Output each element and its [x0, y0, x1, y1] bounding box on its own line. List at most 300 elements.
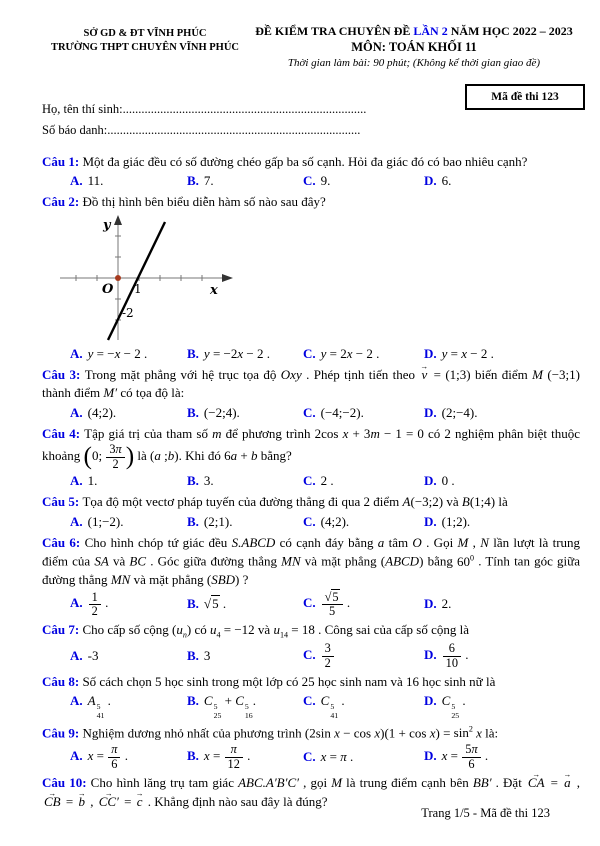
span-fragment: . [252, 693, 256, 709]
span-fragment [225, 757, 243, 771]
span-fragment: Oxy [280, 366, 302, 382]
y-intercept-label: -2 [122, 305, 134, 320]
option-value [88, 648, 99, 663]
option-letter: A. [70, 595, 83, 611]
exam-title [248, 24, 580, 39]
option-value [321, 749, 354, 764]
span-fragment: tâm [384, 534, 413, 550]
span-fragment: . [481, 748, 489, 764]
span-fragment: 41 [330, 710, 339, 720]
span-fragment [106, 443, 124, 471]
option-value [320, 693, 345, 720]
span-fragment: 7. [203, 172, 214, 188]
exam-header [42, 24, 580, 69]
option-letter: A. [70, 647, 83, 663]
span-fragment: = [62, 793, 77, 809]
span-fragment: Tọa độ một vectơ pháp tuyến của đường thẳng đi qua 2 điểm [82, 494, 403, 510]
option-value [321, 514, 350, 529]
span-fragment: -3 [87, 647, 99, 663]
function-line [108, 222, 165, 340]
span-fragment: + [221, 693, 236, 709]
question-2-option-b [187, 345, 303, 363]
span-fragment: . [243, 748, 251, 764]
option-value [88, 473, 98, 488]
option-letter: D. [424, 472, 437, 488]
span-fragment [89, 604, 101, 618]
span-fragment: 3. [203, 472, 214, 488]
option-letter: B. [187, 647, 199, 663]
span-fragment: b → [76, 793, 87, 811]
span-fragment: SBD [211, 572, 236, 588]
span-fragment [108, 757, 120, 771]
span-fragment: ) [125, 442, 135, 471]
span-fragment: ). Khi đó 6 [174, 448, 231, 464]
exam-title-prefix: ĐỀ KIỂM TRA CHUYÊN ĐỀ [255, 24, 414, 38]
question-9-option-b [187, 743, 303, 771]
span-fragment: 2 . [320, 472, 334, 488]
question-3-option-a [70, 404, 187, 422]
option-value [321, 346, 380, 361]
question-9 [42, 724, 580, 743]
span-fragment: 2 [112, 456, 119, 471]
span-fragment [84, 443, 135, 471]
span-fragment: x [371, 725, 381, 741]
question-4-option-b [187, 472, 303, 490]
question-4-number: Câu 4: [42, 425, 85, 441]
option-letter: C. [303, 513, 316, 529]
option-value [88, 346, 148, 361]
question-5 [42, 493, 580, 511]
span-fragment: x [461, 345, 468, 361]
span-fragment: . Phép tịnh tiến theo [301, 366, 420, 382]
option-value [204, 346, 270, 361]
option-letter: A. [70, 172, 83, 188]
span-fragment: 10 [445, 655, 458, 670]
span-fragment: = −2 [209, 345, 238, 361]
question-1-option-d [424, 172, 580, 190]
span-fragment: , [572, 775, 580, 791]
question-1 [42, 153, 580, 171]
span-fragment: π [230, 742, 237, 757]
option-value [87, 693, 111, 720]
option-letter: A. [70, 693, 83, 709]
y-axis-label: y [103, 217, 111, 233]
sup-fragment: 0 [470, 553, 475, 563]
span-fragment: . Gọi [421, 534, 458, 550]
school-name: TRƯỜNG THPT CHUYÊN VĨNH PHÚC [50, 42, 240, 54]
span-fragment [325, 589, 340, 604]
span-fragment: a [154, 448, 161, 464]
span-fragment: (1;4) là [469, 494, 508, 510]
student-id-dotted-line: ................................................................................. [107, 122, 361, 137]
span-fragment: 2. [441, 596, 452, 612]
option-value [321, 173, 331, 188]
span-fragment: C [235, 693, 244, 709]
exam-round-highlight: LẦN 2 [413, 24, 448, 38]
origin-label: O [102, 281, 114, 297]
option-value [321, 473, 334, 488]
span-fragment: y [441, 345, 448, 361]
span-fragment: x [203, 748, 210, 764]
span-fragment: C [320, 693, 330, 709]
span-fragment: 6 [111, 756, 118, 771]
question-2-option-d [424, 345, 580, 363]
option-value [204, 473, 214, 488]
span-fragment: u [209, 622, 217, 638]
option-letter: D. [424, 172, 437, 188]
question-7-number: Câu 7: [42, 622, 83, 638]
exam-duration-note: Thời gian làm bài: 90 phút; (Không kể thời gian giao đề) [287, 57, 541, 70]
question-7-option-c [303, 642, 424, 670]
option-letter: D. [424, 647, 437, 662]
span-fragment: √ [324, 589, 332, 604]
question-8-option-a [70, 692, 187, 720]
span-fragment: SA [94, 553, 109, 569]
question-6-option-b [187, 595, 303, 613]
span-fragment: = (1;3) biến điểm [429, 366, 533, 382]
span-fragment: ) có [186, 622, 210, 638]
option-value [87, 742, 128, 771]
span-fragment: = −12 và [220, 622, 274, 638]
span-fragment: a → [562, 774, 573, 792]
option-value [441, 693, 466, 720]
span-fragment: x [441, 748, 448, 764]
question-7-options [42, 642, 580, 670]
option-value [442, 514, 471, 529]
option-letter: B. [187, 693, 199, 709]
span-fragment: = [447, 345, 462, 361]
span-fragment: A [402, 494, 411, 510]
span-fragment [176, 622, 187, 640]
option-letter: D. [424, 693, 437, 709]
span-fragment: , gọi [298, 775, 332, 791]
span-fragment: . [104, 693, 111, 709]
option-value [203, 693, 256, 720]
span-fragment: và mặt phẳng ( [130, 572, 212, 588]
span-fragment [89, 591, 101, 619]
question-9-option-c [303, 748, 424, 766]
span-fragment: là: [481, 725, 499, 741]
question-8-option-c [303, 692, 424, 720]
span-fragment: , [468, 534, 481, 550]
question-1-option-a [70, 172, 187, 190]
span-fragment [225, 743, 243, 756]
option-letter: B. [187, 596, 199, 612]
question-1-option-b [187, 172, 303, 190]
span-fragment: = 2 [326, 345, 347, 361]
span-fragment: Tập giá trị của tham số [84, 425, 213, 441]
question-6 [42, 534, 580, 590]
option-letter: C. [303, 172, 316, 188]
question-6-option-d [424, 595, 580, 613]
span-fragment: 25 [213, 710, 222, 720]
span-fragment: π [111, 742, 118, 757]
span-fragment: b [250, 448, 258, 464]
span-fragment: )(1 + cos [380, 725, 427, 741]
span-fragment [108, 743, 120, 756]
span-fragment: 0 . [441, 472, 455, 488]
option-value [88, 173, 104, 188]
span-fragment [443, 642, 461, 670]
span-fragment: 12 [227, 756, 240, 771]
span-fragment: − 1 = 0 có 2 nghiệm phân biệt thuộc khoảng [42, 425, 580, 464]
span-fragment: MN [281, 553, 301, 569]
span-fragment: Số cách chọn 5 học sinh trong một lớp có 25 học sinh nam và 16 học sinh nữ là [82, 673, 496, 689]
span-fragment: . [101, 595, 109, 611]
span-fragment: (1;−2). [87, 513, 124, 529]
span-fragment: M [532, 366, 543, 382]
span-fragment [322, 642, 334, 655]
question-8-option-b [187, 692, 303, 720]
option-letter: A. [70, 345, 83, 361]
question-6-option-a [70, 591, 187, 619]
span-fragment: M [457, 534, 469, 550]
question-3-option-d [424, 404, 580, 422]
question-4 [42, 425, 580, 471]
option-value [204, 648, 211, 663]
span-fragment: CA → [526, 774, 547, 792]
option-value [442, 346, 494, 361]
question-7-option-d [424, 642, 580, 670]
span-fragment: − 2 . [243, 345, 270, 361]
span-fragment: 11. [87, 172, 104, 188]
span-fragment [322, 591, 343, 604]
span-fragment: (1;2). [441, 513, 471, 529]
option-letter: C. [303, 404, 316, 420]
span-fragment: − 2 . [467, 345, 494, 361]
span-fragment: x [338, 425, 349, 441]
span-fragment: 41 [96, 710, 105, 720]
question-3-option-b [187, 404, 303, 422]
span-fragment: S.ABCD [231, 534, 276, 550]
span-fragment: 60 [457, 553, 470, 569]
question-1-number: Câu 1: [42, 153, 83, 169]
question-4-option-d [424, 472, 580, 490]
option-letter: D. [424, 404, 437, 420]
span-fragment [322, 656, 334, 670]
student-name-label: Họ, tên thí sinh: [42, 102, 123, 117]
span-fragment: x [114, 345, 121, 361]
question-4-option-a [70, 472, 187, 490]
span-fragment: + [237, 448, 251, 464]
question-4-option-c [303, 472, 424, 490]
span-fragment: (2;−4). [441, 404, 478, 420]
span-fragment: 5 [332, 589, 339, 604]
span-fragment: Một đa giác đều có số đường chéo gấp ba số cạnh. Hỏi đa giác đó có bao nhiêu cạnh? [82, 153, 528, 169]
span-fragment: . Góc giữa đường thẳng [146, 553, 282, 569]
span-fragment: 2 [91, 603, 98, 618]
span-fragment [108, 743, 120, 771]
span-fragment: + 3 [348, 425, 371, 441]
exam-code-box [465, 84, 585, 110]
x-intercept-label: 1 [134, 281, 142, 296]
span-fragment: ) = [435, 725, 454, 741]
span-fragment [209, 622, 221, 640]
option-letter: B. [187, 345, 199, 361]
span-fragment: = [326, 749, 341, 765]
span-fragment [204, 595, 220, 611]
department-name: SỞ GD & ĐT VĨNH PHÚC [83, 28, 207, 39]
span-fragment: ; [160, 448, 168, 464]
span-fragment: Đồ thị hình bên biểu diễn hàm số nào sau đây? [82, 194, 326, 210]
option-letter: C. [303, 693, 316, 709]
span-fragment: c → [135, 793, 145, 811]
span-fragment: x [472, 725, 482, 741]
span-fragment: π [471, 742, 478, 757]
question-10-number: Câu 10: [42, 775, 91, 791]
span-fragment: và [108, 553, 130, 569]
span-fragment: và mặt phẳng ( [300, 553, 386, 569]
span-fragment: 3 [324, 641, 331, 656]
span-fragment: 5 [465, 742, 472, 757]
span-fragment: ABC.A′B′C′ [238, 775, 299, 791]
student-id-label: Số báo danh: [42, 122, 108, 137]
span-fragment: . Khẳng định nào sau đây là đúng? [144, 793, 328, 809]
question-6-number: Câu 6: [42, 534, 85, 550]
span-fragment: BC [129, 553, 147, 569]
span-fragment: x [426, 725, 436, 741]
span-fragment [441, 693, 460, 720]
option-letter: A. [70, 748, 83, 764]
span-fragment [322, 591, 343, 619]
span-fragment: − cos [339, 725, 372, 741]
span-fragment: = 18 . Công sai của cấp số cộng là [287, 622, 469, 638]
option-value [88, 589, 109, 618]
span-fragment [462, 743, 480, 771]
option-letter: A. [70, 404, 83, 420]
span-fragment [457, 554, 474, 569]
option-value [204, 405, 240, 420]
span-fragment: có tọa độ là: [117, 385, 185, 401]
option-letter: D. [424, 513, 437, 529]
span-fragment: N [480, 534, 489, 550]
span-fragment [225, 743, 243, 771]
option-value [88, 405, 117, 420]
sup-fragment: 2 [468, 724, 473, 734]
span-fragment: ( [83, 442, 92, 471]
span-fragment [320, 693, 339, 720]
question-4-options [42, 472, 580, 490]
option-letter: C. [303, 472, 316, 488]
option-value [204, 595, 226, 611]
span-fragment [454, 725, 473, 740]
span-fragment: có cạnh đáy bằng [275, 534, 378, 550]
option-letter: A. [70, 472, 83, 488]
option-value [88, 514, 124, 529]
span-fragment: 5 [329, 603, 336, 618]
span-fragment: 6 [468, 756, 475, 771]
question-5-option-d [424, 513, 580, 531]
option-value [442, 173, 452, 188]
span-fragment: (−3;1) thành điểm [42, 366, 580, 401]
option-letter: D. [424, 748, 437, 764]
span-fragment: x [330, 725, 340, 741]
question-9-number: Câu 9: [42, 725, 83, 741]
span-fragment [451, 703, 459, 721]
question-7-option-a [70, 647, 187, 665]
option-letter: B. [187, 513, 199, 529]
span-fragment: (4;2). [320, 513, 350, 529]
exam-subject: MÔN: TOÁN KHỐI 11 [351, 40, 477, 54]
span-fragment: 1. [87, 472, 98, 488]
span-fragment: 5 [213, 701, 218, 711]
question-2-options [42, 345, 580, 363]
span-fragment: là trung điểm cạnh bên [342, 775, 473, 791]
question-2-number: Câu 2: [42, 194, 83, 210]
span-fragment: − 2 . [120, 345, 148, 361]
question-2-graph [56, 214, 580, 344]
span-fragment: x [87, 748, 94, 764]
span-fragment: (2;1). [203, 513, 233, 529]
option-letter: B. [187, 472, 199, 488]
question-9-option-d [424, 743, 580, 771]
span-fragment: . [338, 693, 345, 709]
question-2-option-c [303, 345, 424, 363]
span-fragment [92, 443, 126, 471]
span-fragment: u [273, 622, 280, 638]
question-5-options [42, 513, 580, 531]
question-2-option-a [70, 345, 187, 363]
origin-dot [115, 275, 121, 281]
option-value [203, 742, 251, 771]
question-8 [42, 673, 580, 691]
span-fragment [106, 457, 124, 471]
option-value [321, 641, 335, 670]
option-value [321, 589, 351, 618]
span-fragment: 16 [244, 710, 253, 720]
span-fragment: 3 [109, 442, 116, 457]
span-fragment [235, 693, 253, 720]
option-value [442, 596, 452, 611]
question-3-options [42, 404, 580, 422]
span-fragment: là ( [134, 448, 155, 464]
span-fragment [322, 642, 334, 670]
span-fragment: v → [419, 366, 429, 384]
span-fragment: 6 [448, 641, 455, 656]
line-graph [56, 214, 241, 344]
question-5-option-c [303, 513, 424, 531]
span-fragment: b [167, 448, 175, 464]
question-1-option-c [303, 172, 424, 190]
question-3-number: Câu 3: [42, 366, 85, 382]
span-fragment: C [441, 693, 451, 709]
sub-fragment: 4 [216, 630, 221, 640]
span-fragment: = [209, 748, 224, 764]
span-fragment: 3 [203, 647, 211, 663]
question-3 [42, 366, 580, 403]
question-1-options [42, 172, 580, 190]
sub-fragment: 14 [279, 630, 288, 640]
span-fragment: ) bằng [419, 553, 457, 569]
span-fragment: 9. [320, 172, 331, 188]
option-letter: D. [424, 345, 437, 361]
span-fragment: Cho hình lăng trụ tam giác [90, 775, 239, 791]
question-8-number: Câu 8: [42, 673, 83, 689]
span-fragment: 5 [244, 701, 249, 711]
span-fragment: M [331, 775, 343, 791]
questions-list [42, 153, 580, 812]
question-6-options [42, 591, 580, 619]
question-5-option-b [187, 513, 303, 531]
span-fragment [443, 642, 461, 655]
span-fragment: 25 [451, 710, 460, 720]
span-fragment: Trong mặt phẳng với hệ trục tọa độ [84, 366, 281, 382]
span-fragment: . [459, 693, 466, 709]
span-fragment: Nghiệm dương nhỏ nhất của phương trình (2sin [82, 725, 331, 741]
option-letter: B. [187, 404, 199, 420]
option-value [442, 473, 455, 488]
option-letter: C. [303, 345, 316, 361]
